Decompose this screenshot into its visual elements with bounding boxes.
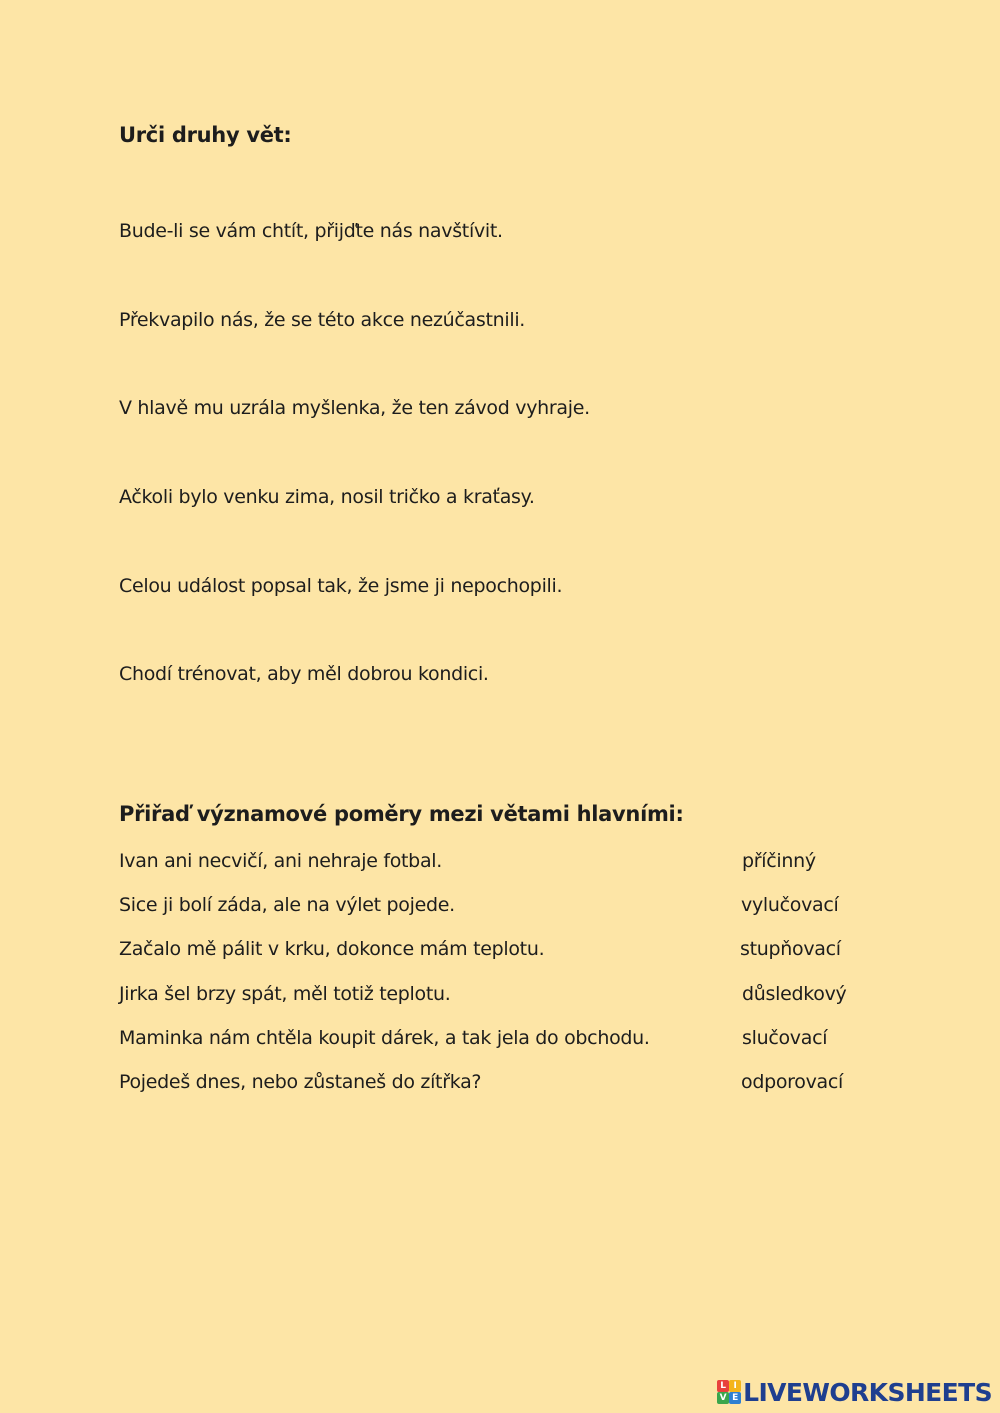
relation-option-4[interactable]: důsledkový — [742, 983, 847, 1005]
relation-option-3[interactable]: stupňovací — [740, 938, 841, 960]
logo-letter-l: L — [717, 1380, 729, 1392]
sentence-3: V hlavě mu uzrála myšlenka, že ten závod vyhraje. — [119, 397, 590, 419]
sentence-6: Chodí trénovat, aby měl dobrou kondici. — [119, 663, 489, 685]
logo-letter-i: I — [729, 1380, 741, 1392]
liveworksheets-wordmark: LIVEWORKSHEETS — [743, 1377, 992, 1407]
relation-option-6[interactable]: odporovací — [741, 1071, 844, 1093]
compound-sentence-3: Začalo mě pálit v krku, dokonce mám teplotu. — [119, 938, 545, 960]
section2-title: Přiřaď významové poměry mezi větami hlavními: — [119, 802, 684, 826]
relation-option-2[interactable]: vylučovací — [741, 894, 839, 916]
logo-letter-e: E — [729, 1392, 741, 1404]
sentence-4: Ačkoli bylo venku zima, nosil tričko a kraťasy. — [119, 486, 535, 508]
compound-sentence-1: Ivan ani necvičí, ani nehraje fotbal. — [119, 850, 443, 872]
section1-title: Urči druhy vět: — [119, 123, 292, 147]
sentence-2: Překvapilo nás, že se této akce nezúčastnili. — [119, 309, 526, 331]
compound-sentence-5: Maminka nám chtěla koupit dárek, a tak jela do obchodu. — [119, 1027, 650, 1049]
liveworksheets-brand — [717, 1377, 992, 1407]
compound-sentence-2: Sice ji bolí záda, ale na výlet pojede. — [119, 894, 455, 916]
compound-sentence-6: Pojedeš dnes, nebo zůstaneš do zítřka? — [119, 1071, 482, 1093]
liveworksheets-logo-icon — [717, 1380, 741, 1404]
compound-sentence-4: Jirka šel brzy spát, měl totiž teplotu. — [119, 983, 451, 1005]
sentence-5: Celou událost popsal tak, že jsme ji nepochopili. — [119, 575, 563, 597]
logo-letter-v: V — [717, 1392, 729, 1404]
sentence-1: Bude-li se vám chtít, přijďte nás navštívit. — [119, 220, 503, 242]
relation-option-1[interactable]: příčinný — [742, 850, 816, 872]
relation-option-5[interactable]: slučovací — [742, 1027, 828, 1049]
